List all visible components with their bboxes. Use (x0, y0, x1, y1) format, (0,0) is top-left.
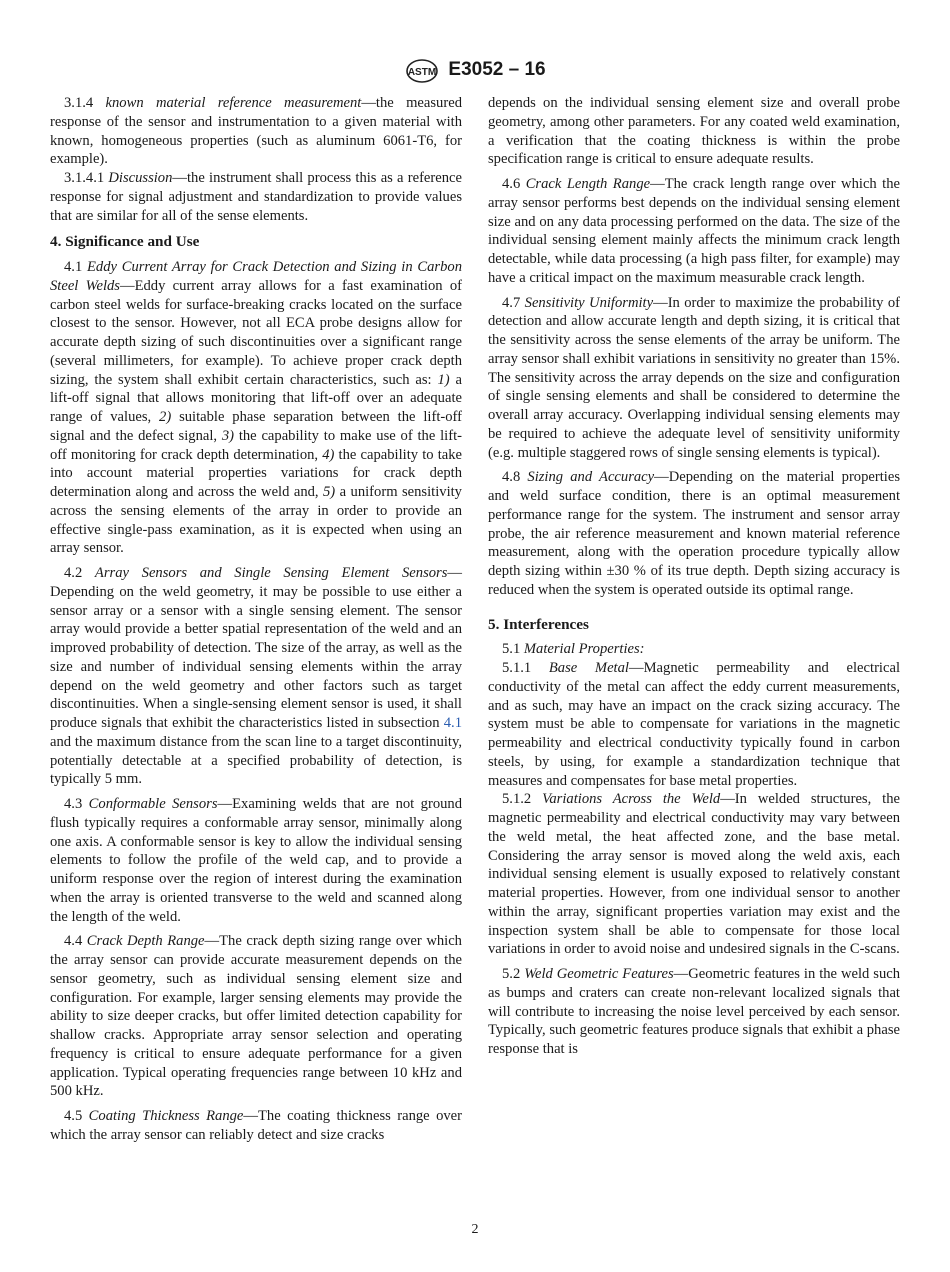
italic-term: known material reference measurement (105, 95, 362, 111)
paragraph-text: 5.1 (502, 641, 524, 658)
italic-term: Crack Depth Range (86, 933, 205, 950)
italic-term: Eddy Current Array for Crack Detection and Sizing in Carbon Steel Welds (50, 259, 463, 294)
italic-term: Base Metal (548, 660, 629, 676)
paragraph-text: the capability to take into account material properties variations for crack depth determination along and across the weld and, (50, 446, 462, 500)
paragraph (50, 94, 462, 169)
italic-term: Sizing and Accuracy (527, 469, 655, 486)
paragraph-text: 3.1.4.1 (64, 170, 109, 186)
page-header (0, 56, 950, 84)
paragraph (488, 790, 900, 959)
paragraph-text: 4.8 (502, 469, 528, 486)
paragraph-text: the capability to make use of the lift-off monitoring for crack depth determination, (50, 427, 462, 463)
paragraph (488, 659, 900, 790)
astm-logo-icon (404, 56, 440, 84)
paragraph-text: —Eddy current array allows for a fast examination of carbon steel welds for surface-breaking cracks located on the surface closest to the sensor. However, not all ECA probe designs allow for accurate depth sizing of such discontinuities over a significant range (several millimeters, for example). To achieve proper crack depth sizing, the system shall exhibit certain characteristics, such as: (50, 277, 462, 388)
document-designation: E3052 – 16 (448, 59, 546, 80)
italic-term: Array Sensors and Single Sensing Element Sensors (94, 565, 448, 581)
italic-term: 1) (437, 371, 450, 388)
paragraph (488, 175, 900, 288)
paragraph (488, 965, 900, 1059)
italic-term: Sensitivity Uniformity (524, 294, 654, 311)
left-column (50, 94, 462, 1151)
paragraph-text: a uniform sensitivity across the sensing elements of the array in order to provide an effective single-pass examination, as it is expected when using an array sensor. (50, 484, 462, 557)
section-heading: 5. Interferences (488, 615, 589, 633)
paragraph-text: —Magnetic permeability and electrical conductivity of the metal can affect the eddy current measurements, and as such, may have an impact on the crack sizing accuracy. The system must be able to compensate for variations in the magnetic permeability and electrical conductivity typically found in carbon steels, by using, for example a standardization technique that measures and compensates for base metal properties. (488, 660, 900, 789)
paragraph-text: 5.1.2 (502, 791, 543, 808)
paragraph-text: —the measured response of the sensor and instrumentation to a given material with known, homogeneous properties (such as aluminum 6061-T6, for example). (50, 95, 462, 168)
paragraph-text: —The crack length range over which the array sensor performs best depends on the individual sensing element size and on any data processing performed on the data. The size of the individual sensing element mainly affects the minimum crack length detectable, while data processing (a high pass filter, for example) may have a critical impact on the maximum measurable crack length. (488, 176, 901, 286)
italic-term: 4) (322, 446, 335, 463)
paragraph-text: 5.1.1 (502, 660, 549, 676)
paragraph-text: 4.3 (64, 796, 89, 812)
paragraph-text: —In welded structures, the magnetic permeability and electrical conductivity may vary between the weld metal, the heat affected zone, and the base metal. Considering the array sensor is moved along the weld axis, each individual sensing element is usually exposed to relatively constant material properties. However, from one individual sensor to another within the array, significant properties variation may exist and the inspection system shall be able to compensate for those local variations in order to avoid noise and undesired signals in the C-scans. (488, 791, 900, 958)
paragraph (50, 1107, 462, 1145)
paragraph (488, 294, 900, 463)
paragraph (50, 169, 462, 225)
paragraph-text: 4.1 (64, 259, 87, 275)
paragraph-text: and the maximum distance from the scan line to a target discontinuity, potentially detectable at a specified probability of detection, is typically 5 mm. (50, 733, 462, 788)
paragraph (50, 258, 462, 558)
section-link[interactable]: 4.1 (443, 715, 462, 731)
paragraph-text: a lift-off signal that allows monitoring that lift-off over an adequate range of values, (50, 371, 462, 425)
italic-term: Coating Thickness Range (88, 1108, 244, 1124)
paragraph-text: —The crack depth sizing range over which the array sensor can provide accurate measurement depends on the sensor geometry, such as individual sensing element size and configuration. For example, larger sensing elements may provide the ability to size deeper cracks, but offer limited detection capability for shallow cracks. Appropriate array sensor selection and operating frequency is critical to ensure adequate performance for a given application. Typical operating frequencies range between 10 kHz and 500 kHz. (50, 933, 462, 1100)
italic-term: Crack Length Range (525, 176, 651, 192)
italic-term: Material Properties: (523, 641, 645, 658)
paragraph-text: —The coating thickness range over which the array sensor can reliably detect and size cracks (50, 1108, 463, 1143)
italic-term: Discussion (108, 170, 173, 186)
page-number: 2 (471, 1222, 479, 1237)
paragraph-text: 4.4 (64, 933, 87, 950)
paragraph-text: depends on the individual sensing element size and overall probe geometry, among other parameters. For any coated weld examination, a verification that the coating thickness is within the probe specification range is critical to ensure adequate results. (488, 95, 900, 168)
right-column (488, 94, 900, 1065)
section-heading: 4. Significance and Use (50, 233, 200, 251)
paragraph-text: 3.1.4 (64, 95, 106, 111)
italic-term: 2) (159, 409, 172, 425)
paragraph-text: suitable phase separation between the lift-off signal and the defect signal, (50, 409, 462, 444)
paragraph (50, 795, 462, 926)
paragraph (488, 468, 900, 599)
paragraph-text: —Depending on the material properties and weld surface condition, there is an optimal measurement performance range for the system. The instrument and sensor array probe, the air reference measurement and known material reference measurement, along with the operation procedure typically allow depth sizing within ±30 % of its true depth. Depth sizing accuracy is reduced when the system is operated outside its optimal range. (488, 469, 900, 598)
paragraph-text: 5.2 (502, 966, 525, 982)
paragraph-text: —Examining welds that are not ground flush typically requires a conformable array sensor, minimally along one axis. A conformable sensor is key to allow the individual sensing elements to follow the profile of the weld cap, and to provide a uniform response over the region of interest during the examination when the array is oriented transverse to the weld and scanned along the length of the weld. (50, 796, 463, 925)
italic-term: 5) (323, 484, 336, 500)
paragraph-text: 4.7 (502, 294, 525, 311)
paragraph-text: —In order to maximize the probability of detection and allow accurate length and depth sizing, it is critical that the sensitivity across the sense elements of the array be uniform. The array sensor shall exhibit variations in sensitivity no greater than 15%. The sensitivity across the array depends on the size and configuration of single sensing elements and shall be considered to determine the overall array accuracy. Overlapping individual sensing elements may be required to achieve the adequate level of sensitivity uniformity (e.g. multiple staggered rows of single sensing elements is typical). (488, 294, 900, 461)
paragraph-text: 4.2 (64, 565, 95, 581)
paragraph (488, 640, 900, 659)
paragraph-text: 4.6 (502, 176, 526, 192)
italic-term: Variations Across the Weld (542, 791, 721, 808)
paragraph-text: —the instrument shall process this as a reference response for signal adjustment and standardization to provide values that are similar for all of the sense elements. (50, 170, 462, 224)
italic-term: Weld Geometric Features (524, 966, 674, 982)
paragraph-text: 4.5 (64, 1108, 89, 1124)
paragraph (488, 94, 900, 169)
italic-term: 3) (221, 427, 235, 444)
paragraph-text: —Geometric features in the weld such as bumps and craters can create non-relevant localized signals that will contribute to increasing the noise level perceived by each sensor. Typically, such geometric features produce signals that exhibit a phase response that is (488, 966, 901, 1057)
paragraph (50, 932, 462, 1101)
italic-term: Conformable Sensors (88, 796, 218, 812)
svg-text:ASTM: ASTM (408, 67, 437, 78)
paragraph-text: —Depending on the weld geometry, it may be possible to use either a sensor array or a sensor with a single sensing element. The sensor array would provide a better spatial representation of the weld and an improved probability of detection. The size of the array, as well as the size and number of individual sensing elements within the array depend on the weld geometry and other factors such as target discontinuities. When a single-sensing element sensor is used, it shall produce signals that exhibit the characteristics listed in subsection (50, 565, 462, 731)
paragraph (50, 564, 462, 789)
